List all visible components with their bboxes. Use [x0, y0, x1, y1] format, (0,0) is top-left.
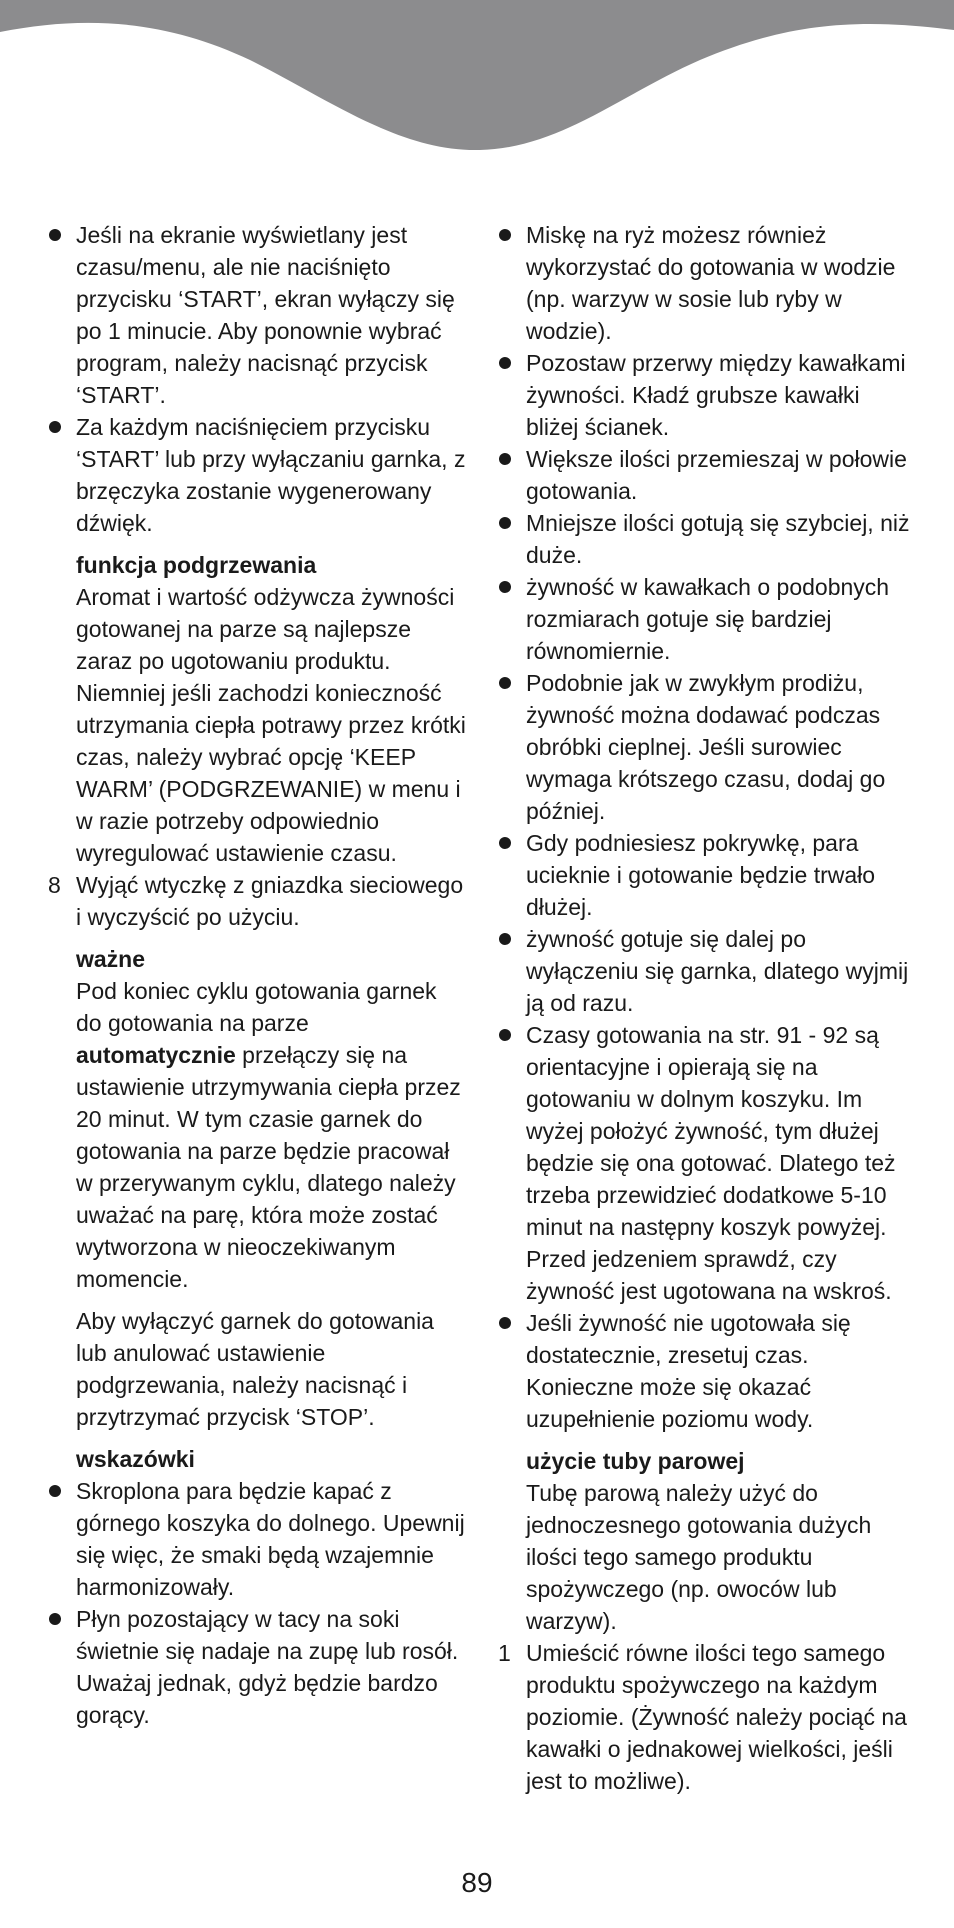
right-column [498, 219, 918, 1797]
tip-item [48, 1475, 468, 1603]
bullet-text: Mniejsze ilości gotują się szybciej, niż duże. [526, 510, 910, 568]
step-text: Wyjąć wtyczkę z gniazdka sieciowego i wyczyścić po użyciu. [76, 872, 464, 930]
bullet-item [498, 667, 918, 827]
bullet-item [498, 507, 918, 571]
bullet-text: Większe ilości przemieszaj w połowie gotowania. [526, 446, 907, 504]
bullet-item [498, 219, 918, 347]
steam-tube-heading: użycie tuby parowej [526, 1448, 745, 1474]
bullet-item [48, 411, 468, 539]
tip-item [48, 1603, 468, 1731]
header-wave [0, 0, 954, 160]
warm-function-heading: funkcja podgrzewania [76, 552, 317, 578]
bullet-text: Miskę na ryż możesz również wykorzystać do gotowania w wodzie (np. warzyw w sosie lub ryby w wodzie). [526, 222, 896, 344]
step-number: 1 [498, 1640, 511, 1666]
tip-text: Skroplona para będzie kapać z górnego koszyka do dolnego. Upewnij się więc, że smaki będą wzajemnie harmonizowały. [76, 1478, 465, 1600]
bullet-text: Jeśli żywność nie ugotowała się dostatecznie, zresetuj czas. Konieczne może się okazać uzupełnienie poziomu wody. [526, 1310, 851, 1432]
bullet-text: żywność gotuje się dalej po wyłączeniu się garnka, dlatego wyjmij ją od razu. [526, 926, 909, 1016]
steam-tube-text: Tubę parową należy użyć do jednoczesnego gotowania dużych ilości tego samego produktu spożywczego (np. owoców lub warzyw). [526, 1480, 872, 1634]
important-heading: ważne [76, 946, 146, 972]
step-item [48, 869, 468, 933]
bullet-text: Podobnie jak w zwykłym prodiżu, żywność można dodawać podczas obróbki cieplnej. Jeśli surowiec wymaga krótszego czasu, dodaj go później. [526, 670, 886, 824]
important-paragraph [48, 975, 468, 1295]
bullet-item [498, 923, 918, 1019]
tips-heading: wskazówki [76, 1446, 195, 1472]
bullet-item [498, 1307, 918, 1435]
bullet-text: Pozostaw przerwy między kawałkami żywności. Kładź grubsze kawałki bliżej ścianek. [526, 350, 906, 440]
bullet-text: Za każdym naciśnięciem przycisku ‘START’ lub przy wyłączaniu garnka, z brzęczyka zostanie wygenerowany dźwięk. [76, 414, 466, 536]
important-paragraph-2: Aby wyłączyć garnek do gotowania lub anulować ustawienie podgrzewania, należy nacisnąć i przytrzymać przycisk ‘STOP’. [76, 1308, 434, 1430]
warm-function-text: Aromat i wartość odżywcza żywności gotowanej na parze są najlepsze zaraz po ugotowaniu produktu. Niemniej jeśli zachodzi konieczność utrzymania ciepła potrawy przez krótki czas, należy wybrać opcję ‘KEEP WARM’ (PODGRZEWANIE) w menu i w razie potrzeby odpowiednio wyregulować ustawienie czasu. [76, 584, 466, 866]
bullet-item [498, 1019, 918, 1307]
page-number: 89 [461, 1867, 493, 1898]
bullet-item [48, 219, 468, 411]
step-text: Umieścić równe ilości tego samego produktu spożywczego na każdym poziomie. (Żywność należy pociąć na kawałki o jednakowej wielkości, jeśli jest to możliwe). [526, 1640, 907, 1794]
bullet-item [498, 347, 918, 443]
important-text-start: Pod koniec cyklu gotowania garnek do gotowania na parze [76, 978, 437, 1036]
bullet-text: żywność w kawałkach o podobnych rozmiarach gotuje się bardziej równomiernie. [526, 574, 890, 664]
bullet-item [498, 443, 918, 507]
bullet-text: Jeśli na ekranie wyświetlany jest czasu/menu, ale nie naciśnięto przycisku ‘START’, ekran wyłączy się po 1 minucie. Aby ponownie wybrać program, należy nacisnąć przycisk ‘START’. [76, 222, 455, 408]
step-item [498, 1637, 918, 1797]
bullet-text: Czasy gotowania na str. 91 - 92 są orientacyjne i opierają się na gotowaniu w dolnym koszyku. Im wyżej położyć żywność, tym dłużej będzie się ona gotować. Dlatego też trzeba przewidzieć dodatkowe 5-10 minut na następny koszyk powyżej. Przed jedzeniem sprawdź, czy żywność jest ugotowana na wskroś. [526, 1022, 896, 1304]
bullet-item [498, 827, 918, 923]
step-number: 8 [48, 872, 61, 898]
important-text-end: przełączy się na ustawienie utrzymywania ciepła przez 20 minut. W tym czasie garnek do gotowania na parze będzie pracował w przerywanym cyklu, dlatego należy uważać na parę, która może zostać wytworzona w nieoczekiwanym momencie. [76, 1042, 461, 1292]
important-text-bold: automatycznie [76, 1042, 236, 1068]
tip-text: Płyn pozostający w tacy na soki świetnie się nadaje na zupę lub rosół. Uważaj jednak, gdyż będzie bardzo gorący. [76, 1606, 459, 1728]
left-column [48, 219, 468, 1731]
bullet-item [498, 571, 918, 667]
bullet-text: Gdy podniesiesz pokrywkę, para ucieknie i gotowanie będzie trwało dłużej. [526, 830, 876, 920]
